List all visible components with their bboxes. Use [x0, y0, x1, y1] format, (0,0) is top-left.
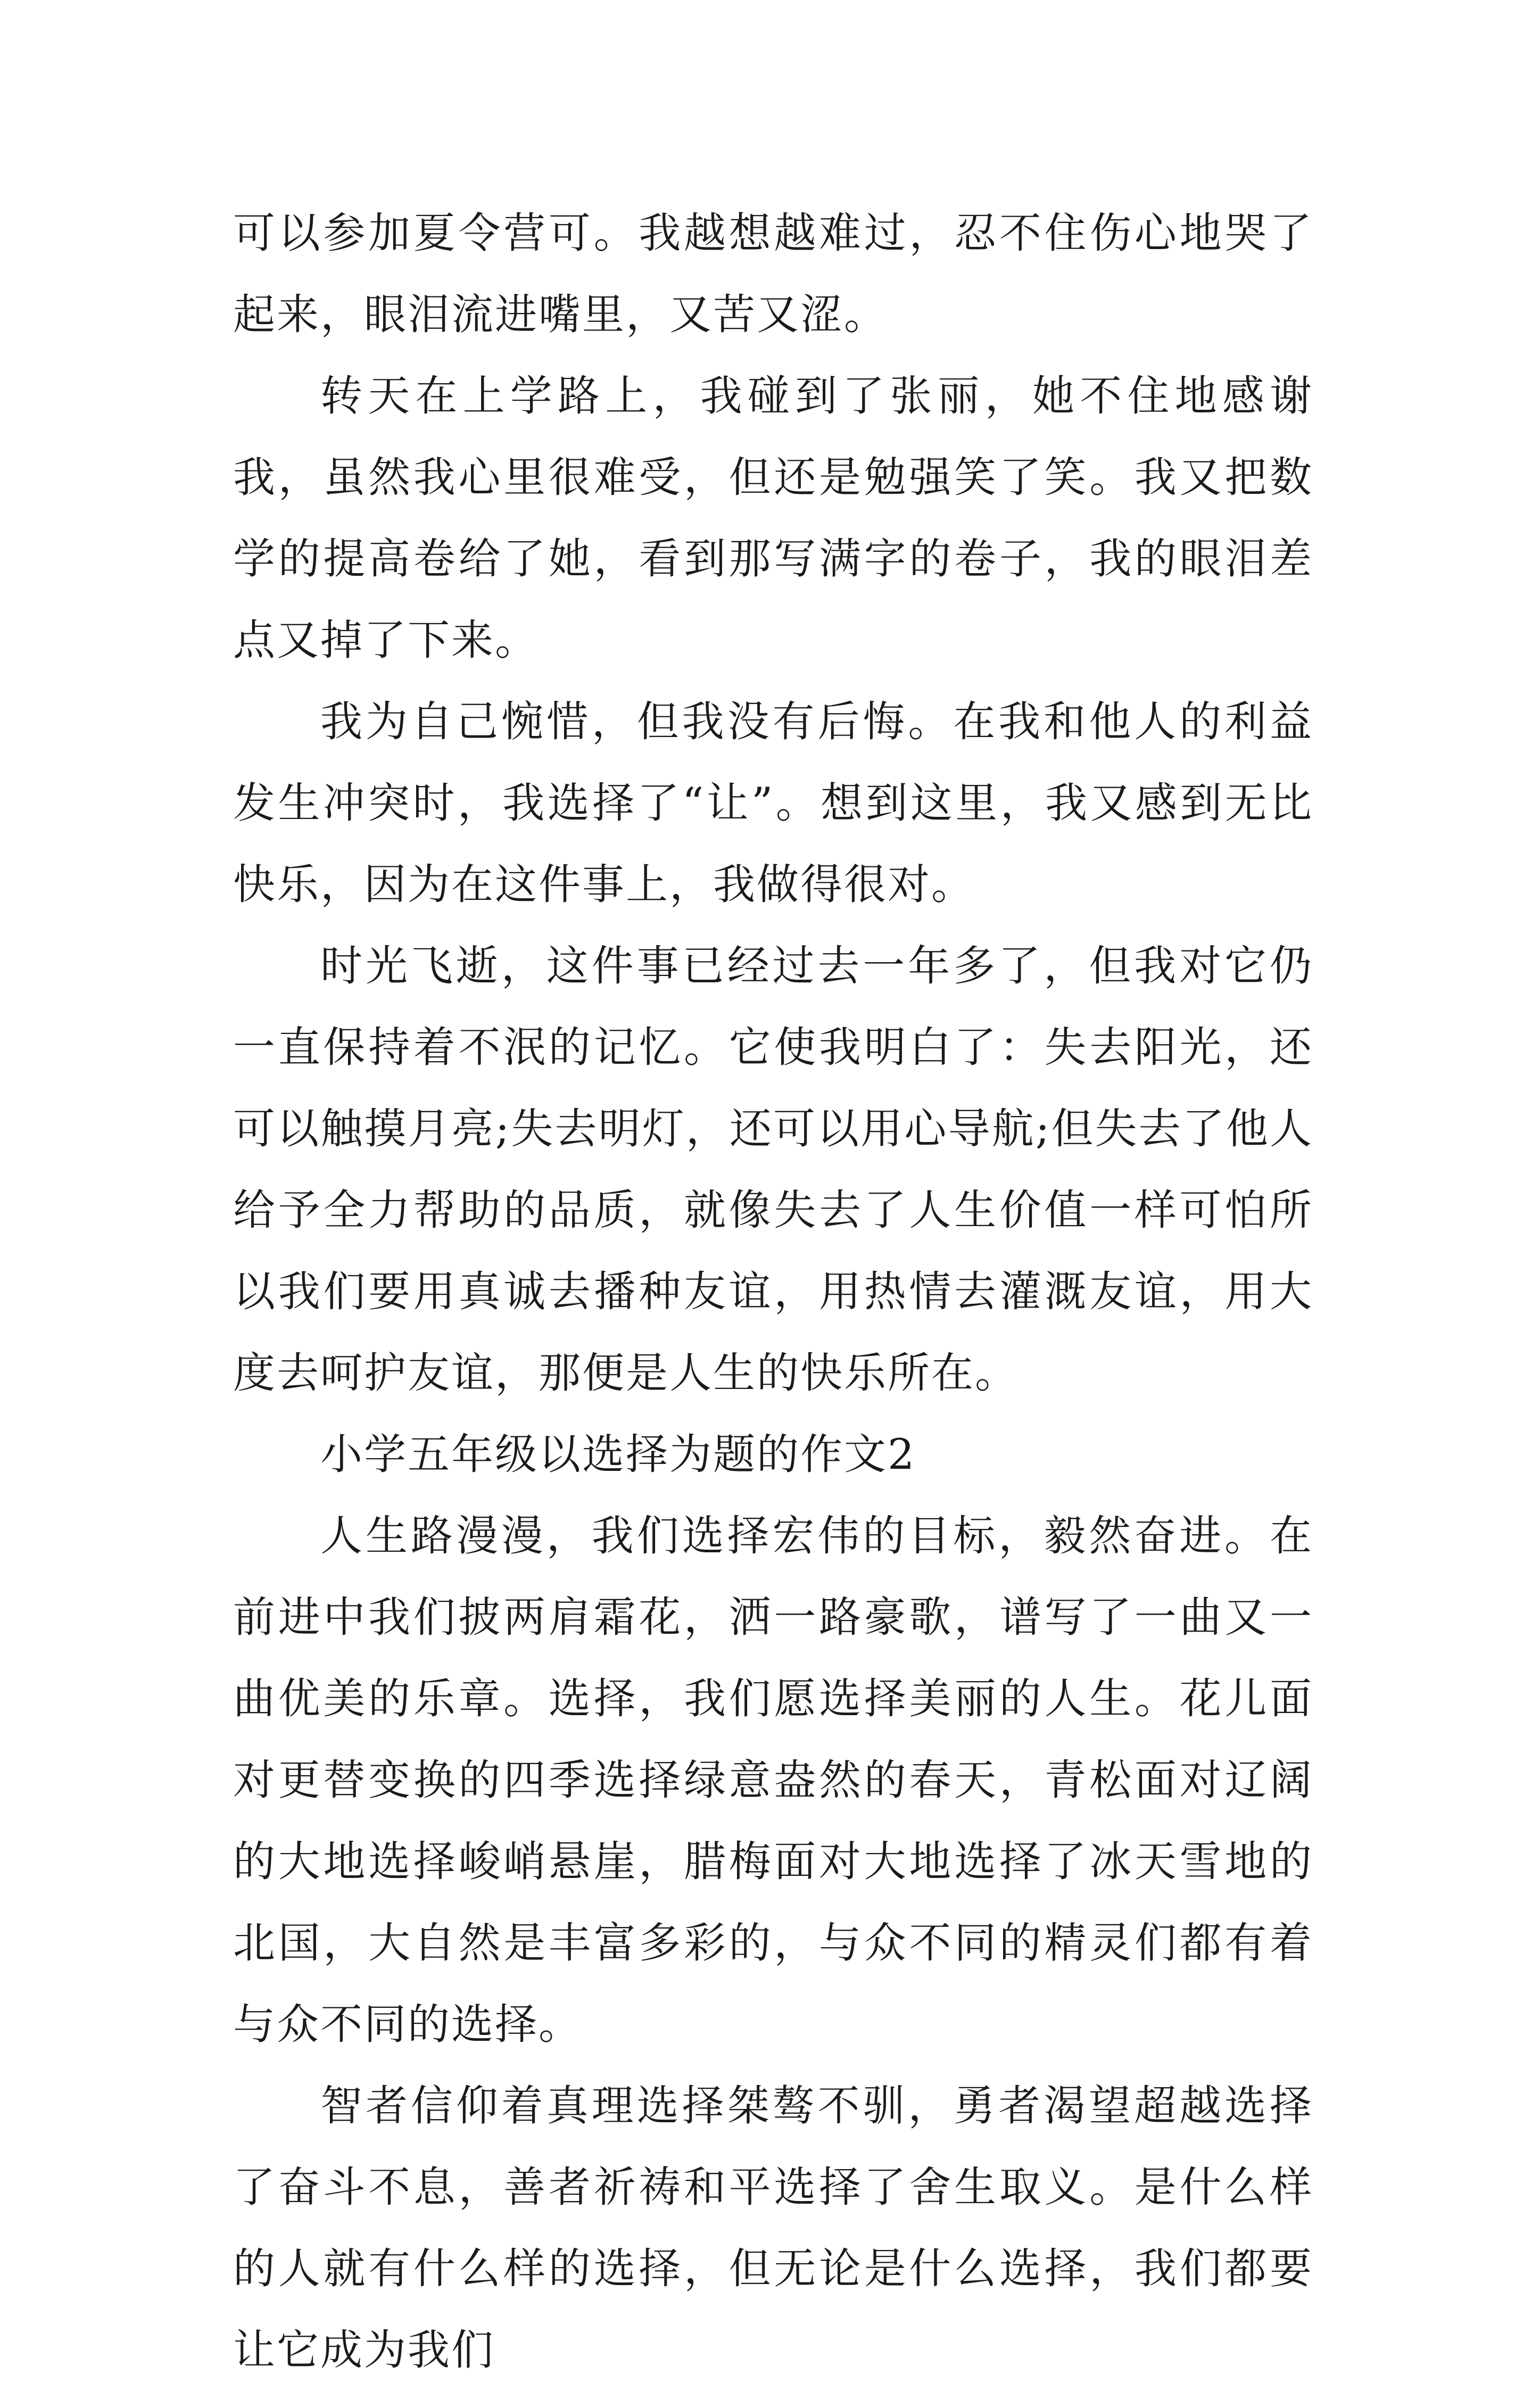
paragraph: 人生路漫漫，我们选择宏伟的目标，毅然奋进。在前进中我们披两肩霜花，洒一路豪歌，谱写了一曲又一曲优美的乐章。选择，我们愿选择美丽的人生。花儿面对更替变换的四季选择绿意盎然的春天，青松面对辽阔的大地选择峻峭悬崖，腊梅面对大地选择了冰天雪地的北国，大自然是丰富多彩的，与众不同的精灵们都有着与众不同的选择。 [233, 1511, 1313, 2049]
document-body [233, 193, 1313, 2391]
paragraph: 可以参加夏令营可。我越想越难过，忍不住伤心地哭了起来，眼泪流进嘴里，又苦又涩。 [233, 209, 1313, 339]
paragraph: 智者信仰着真理选择桀骜不驯，勇者渴望超越选择了奋斗不息，善者祈祷和平选择了舍生取义。是什么样的人就有什么样的选择，但无论是什么选择，我们都要让它成为我们 [233, 2081, 1313, 2375]
section-heading: 小学五年级以选择为题的作文2 [320, 1430, 916, 1479]
paragraph: 我为自己惋惜，但我没有后悔。在我和他人的利益发生冲突时，我选择了“让”。想到这里，我又感到无比快乐，因为在这件事上，我做得很对。 [233, 697, 1313, 909]
paragraph: 转天在上学路上，我碰到了张丽，她不住地感谢我，虽然我心里很难受，但还是勉强笑了笑。我又把数学的提高卷给了她，看到那写满字的卷子，我的眼泪差点又掉了下来。 [233, 371, 1313, 665]
paragraph: 时光飞逝，这件事已经过去一年多了，但我对它仍一直保持着不泯的记忆。它使我明白了：失去阳光，还可以触摸月亮;失去明灯，还可以用心导航;但失去了他人给予全力帮助的品质，就像失去了人生价值一样可怕所以我们要用真诚去播种友谊，用热情去灌溉友谊，用大度去呵护友谊，那便是人生的快乐所在。 [233, 941, 1313, 1397]
